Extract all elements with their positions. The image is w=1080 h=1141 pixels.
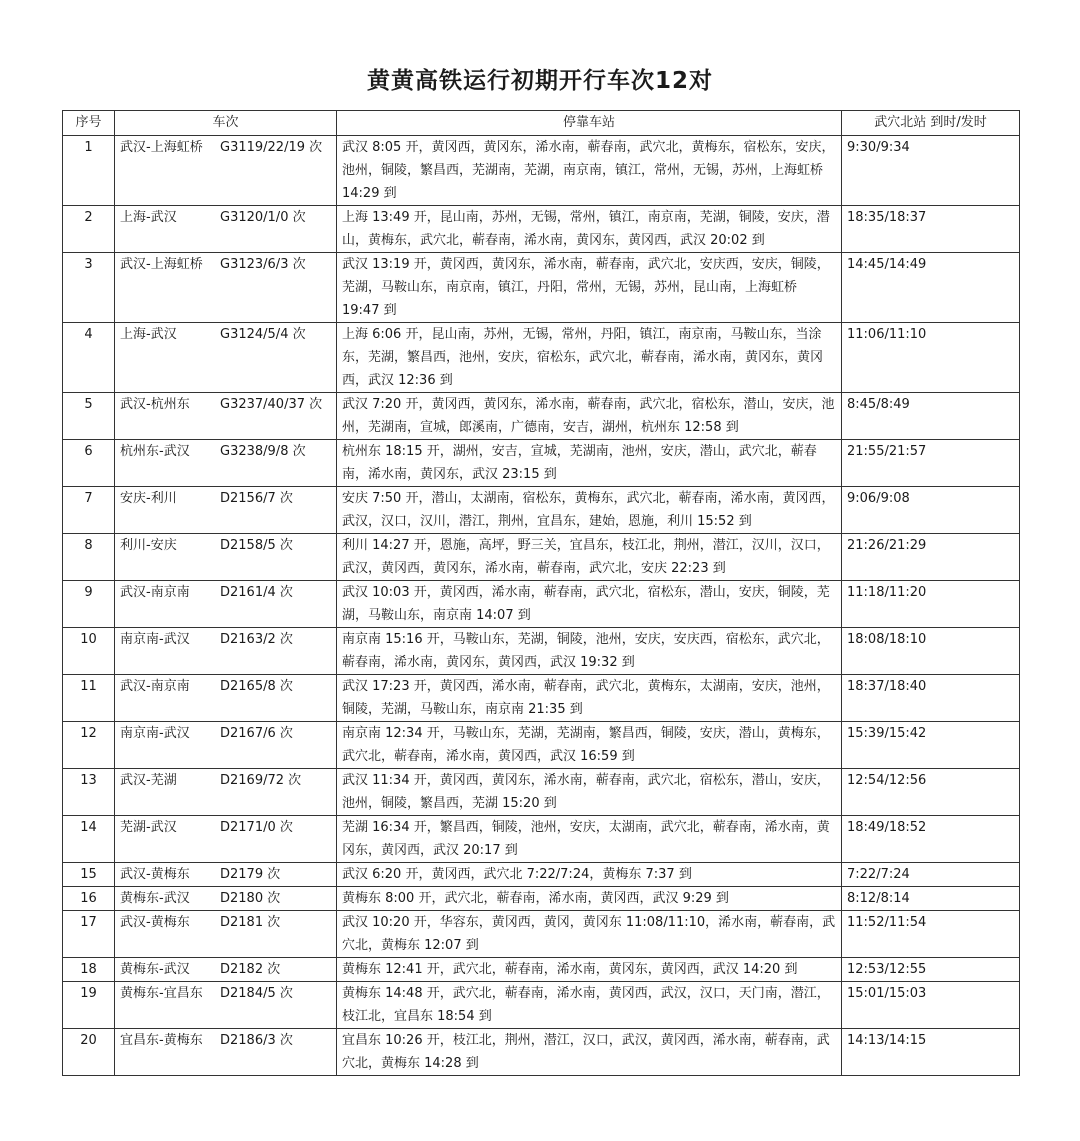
row-train-number: D2161/4 次: [220, 585, 293, 600]
row-route: 武汉-南京南: [120, 585, 190, 600]
row-train-number: G3120/1/0 次: [220, 210, 306, 225]
row-train-cell: [115, 863, 337, 887]
row-route: 黄梅东-武汉: [120, 891, 190, 906]
row-route: 武汉-黄梅东: [120, 915, 190, 930]
row-seq: 18: [63, 958, 115, 982]
row-wuxuebei-time: 14:13/14:15: [842, 1029, 1020, 1076]
row-train-cell: [115, 393, 337, 440]
table-row: [63, 253, 1020, 323]
header-train: 车次: [115, 111, 337, 136]
row-train-cell: [115, 581, 337, 628]
row-route: 黄梅东-武汉: [120, 962, 190, 977]
row-stops: 南京南 12:34 开，马鞍山东，芜湖，芜湖南，繁昌西，铜陵，安庆，潜山，黄梅东，武穴北，蕲春南，浠水南，黄冈西，武汉 16:59 到: [337, 722, 842, 769]
header-stops: 停靠车站: [337, 111, 842, 136]
train-schedule-table: [62, 110, 1020, 1076]
row-seq: 16: [63, 887, 115, 911]
row-wuxuebei-time: 18:35/18:37: [842, 206, 1020, 253]
row-seq: 2: [63, 206, 115, 253]
table-row: [63, 982, 1020, 1029]
row-train-cell: [115, 982, 337, 1029]
row-route: 宜昌东-黄梅东: [120, 1033, 203, 1048]
row-train-cell: [115, 816, 337, 863]
row-seq: 5: [63, 393, 115, 440]
row-stops: 上海 13:49 开，昆山南，苏州，无锡，常州，镇江，南京南，芜湖，铜陵，安庆，潜山，黄梅东，武穴北，蕲春南，浠水南，黄冈东，黄冈西，武汉 20:02 到: [337, 206, 842, 253]
row-train-number: D2169/72 次: [220, 773, 302, 788]
row-route: 武汉-黄梅东: [120, 867, 190, 882]
row-train-number: D2186/3 次: [220, 1033, 293, 1048]
row-wuxuebei-time: 8:12/8:14: [842, 887, 1020, 911]
row-wuxuebei-time: 18:08/18:10: [842, 628, 1020, 675]
row-seq: 12: [63, 722, 115, 769]
table-row: [63, 487, 1020, 534]
row-train-cell: [115, 958, 337, 982]
row-wuxuebei-time: 9:30/9:34: [842, 136, 1020, 206]
row-train-number: D2180 次: [220, 891, 281, 906]
row-stops: 武汉 11:34 开，黄冈西，黄冈东，浠水南，蕲春南，武穴北，宿松东，潜山，安庆，池州，铜陵，繁昌西，芜湖 15:20 到: [337, 769, 842, 816]
row-wuxuebei-time: 11:18/11:20: [842, 581, 1020, 628]
row-wuxuebei-time: 15:01/15:03: [842, 982, 1020, 1029]
table-row: [63, 534, 1020, 581]
row-train-number: D2179 次: [220, 867, 281, 882]
table-header-row: [63, 111, 1020, 136]
row-wuxuebei-time: 11:52/11:54: [842, 911, 1020, 958]
row-route: 武汉-上海虹桥: [120, 257, 203, 272]
row-stops: 芜湖 16:34 开，繁昌西，铜陵，池州，安庆，太湖南，武穴北，蕲春南，浠水南，黄冈东，黄冈西，武汉 20:17 到: [337, 816, 842, 863]
row-seq: 20: [63, 1029, 115, 1076]
row-train-number: G3124/5/4 次: [220, 327, 306, 342]
row-train-cell: [115, 323, 337, 393]
row-train-number: G3237/40/37 次: [220, 397, 323, 412]
table-row: [63, 816, 1020, 863]
row-wuxuebei-time: 18:49/18:52: [842, 816, 1020, 863]
row-seq: 6: [63, 440, 115, 487]
row-train-cell: [115, 722, 337, 769]
row-train-cell: [115, 769, 337, 816]
row-train-number: D2163/2 次: [220, 632, 293, 647]
row-seq: 17: [63, 911, 115, 958]
row-seq: 8: [63, 534, 115, 581]
row-route: 利川-安庆: [120, 538, 177, 553]
page-title: 黄黄高铁运行初期开行车次12对: [366, 68, 713, 94]
row-seq: 15: [63, 863, 115, 887]
row-seq: 4: [63, 323, 115, 393]
row-train-number: G3123/6/3 次: [220, 257, 306, 272]
row-stops: 武汉 10:20 开，华容东，黄冈西，黄冈，黄冈东 11:08/11:10，浠水南，蕲春南，武穴北，黄梅东 12:07 到: [337, 911, 842, 958]
table-row: [63, 393, 1020, 440]
row-stops: 杭州东 18:15 开，湖州，安吉，宣城，芜湖南，池州，安庆，潜山，武穴北，蕲春南，浠水南，黄冈东，武汉 23:15 到: [337, 440, 842, 487]
row-seq: 11: [63, 675, 115, 722]
row-train-cell: [115, 1029, 337, 1076]
table-row: [63, 581, 1020, 628]
row-stops: 黄梅东 14:48 开，武穴北，蕲春南，浠水南，黄冈西，武汉，汉口，天门南，潜江，枝江北，宜昌东 18:54 到: [337, 982, 842, 1029]
row-train-number: D2182 次: [220, 962, 281, 977]
row-wuxuebei-time: 14:45/14:49: [842, 253, 1020, 323]
row-seq: 3: [63, 253, 115, 323]
row-wuxuebei-time: 7:22/7:24: [842, 863, 1020, 887]
row-train-cell: [115, 253, 337, 323]
row-route: 武汉-杭州东: [120, 397, 190, 412]
row-route: 安庆-利川: [120, 491, 177, 506]
row-train-number: D2181 次: [220, 915, 281, 930]
row-stops: 南京南 15:16 开，马鞍山东，芜湖，铜陵，池州，安庆，安庆西，宿松东，武穴北，蕲春南，浠水南，黄冈东，黄冈西，武汉 19:32 到: [337, 628, 842, 675]
row-train-cell: [115, 136, 337, 206]
row-train-cell: [115, 911, 337, 958]
table-body: [63, 136, 1020, 1076]
row-wuxuebei-time: 21:55/21:57: [842, 440, 1020, 487]
row-seq: 7: [63, 487, 115, 534]
table-row: [63, 440, 1020, 487]
row-wuxuebei-time: 12:54/12:56: [842, 769, 1020, 816]
row-train-number: G3238/9/8 次: [220, 444, 306, 459]
row-route: 芜湖-武汉: [120, 820, 177, 835]
row-seq: 10: [63, 628, 115, 675]
table-row: [63, 628, 1020, 675]
row-train-cell: [115, 628, 337, 675]
row-train-cell: [115, 887, 337, 911]
table-row: [63, 722, 1020, 769]
row-seq: 13: [63, 769, 115, 816]
row-stops: 黄梅东 8:00 开，武穴北，蕲春南，浠水南，黄冈西，武汉 9:29 到: [337, 887, 842, 911]
row-wuxuebei-time: 21:26/21:29: [842, 534, 1020, 581]
row-route: 武汉-南京南: [120, 679, 190, 694]
row-seq: 1: [63, 136, 115, 206]
row-route: 上海-武汉: [120, 327, 177, 342]
row-route: 上海-武汉: [120, 210, 177, 225]
row-stops: 武汉 13:19 开，黄冈西，黄冈东，浠水南，蕲春南，武穴北，安庆西，安庆，铜陵，芜湖，马鞍山东，南京南，镇江，丹阳，常州，无锡，苏州，昆山南，上海虹桥 19:47 到: [337, 253, 842, 323]
row-train-number: D2156/7 次: [220, 491, 293, 506]
row-train-number: D2184/5 次: [220, 986, 293, 1001]
row-stops: 上海 6:06 开，昆山南，苏州，无锡，常州，丹阳，镇江，南京南，马鞍山东，当涂东，芜湖，繁昌西，池州，安庆，宿松东，武穴北，蕲春南，浠水南，黄冈东，黄冈西，武汉 12:36 到: [337, 323, 842, 393]
table-row: [63, 136, 1020, 206]
row-seq: 9: [63, 581, 115, 628]
row-stops: 黄梅东 12:41 开，武穴北，蕲春南，浠水南，黄冈东，黄冈西，武汉 14:20 到: [337, 958, 842, 982]
row-seq: 14: [63, 816, 115, 863]
row-stops: 武汉 6:20 开，黄冈西，武穴北 7:22/7:24，黄梅东 7:37 到: [337, 863, 842, 887]
row-train-number: D2165/8 次: [220, 679, 293, 694]
row-route: 黄梅东-宜昌东: [120, 986, 203, 1001]
row-train-cell: [115, 675, 337, 722]
table-row: [63, 1029, 1020, 1076]
row-wuxuebei-time: 8:45/8:49: [842, 393, 1020, 440]
table-row: [63, 769, 1020, 816]
row-train-number: D2167/6 次: [220, 726, 293, 741]
row-stops: 利川 14:27 开，恩施，高坪，野三关，宜昌东，枝江北，荆州，潜江，汉川，汉口，武汉，黄冈西，黄冈东，浠水南，蕲春南，武穴北，安庆 22:23 到: [337, 534, 842, 581]
row-wuxuebei-time: 15:39/15:42: [842, 722, 1020, 769]
table-row: [63, 675, 1020, 722]
header-seq: 序号: [63, 111, 115, 136]
table-row: [63, 887, 1020, 911]
row-route: 南京南-武汉: [120, 632, 190, 647]
row-train-cell: [115, 206, 337, 253]
row-stops: 宜昌东 10:26 开，枝江北，荆州，潜江，汉口，武汉，黄冈西，浠水南，蕲春南，武穴北，黄梅东 14:28 到: [337, 1029, 842, 1076]
row-stops: 安庆 7:50 开，潜山，太湖南，宿松东，黄梅东，武穴北，蕲春南，浠水南，黄冈西，武汉，汉口，汉川，潜江，荆州，宜昌东，建始，恩施，利川 15:52 到: [337, 487, 842, 534]
row-route: 南京南-武汉: [120, 726, 190, 741]
row-wuxuebei-time: 11:06/11:10: [842, 323, 1020, 393]
row-stops: 武汉 10:03 开，黄冈西，浠水南，蕲春南，武穴北，宿松东，潜山，安庆，铜陵，芜湖，马鞍山东，南京南 14:07 到: [337, 581, 842, 628]
row-seq: 19: [63, 982, 115, 1029]
header-wuxuebei-time: 武穴北站 到时/发时: [842, 111, 1020, 136]
row-wuxuebei-time: 9:06/9:08: [842, 487, 1020, 534]
row-train-cell: [115, 440, 337, 487]
row-route: 武汉-上海虹桥: [120, 140, 203, 155]
table-row: [63, 323, 1020, 393]
row-stops: 武汉 8:05 开，黄冈西，黄冈东，浠水南，蕲春南，武穴北，黄梅东，宿松东，安庆，池州，铜陵，繁昌西，芜湖南，芜湖，南京南，镇江，常州，无锡，苏州，上海虹桥 14:29 到: [337, 136, 842, 206]
row-stops: 武汉 7:20 开，黄冈西，黄冈东，浠水南，蕲春南，武穴北，宿松东，潜山，安庆，池州，芜湖南，宣城，郎溪南，广德南，安吉，湖州，杭州东 12:58 到: [337, 393, 842, 440]
row-route: 杭州东-武汉: [120, 444, 190, 459]
row-train-cell: [115, 487, 337, 534]
table-row: [63, 958, 1020, 982]
row-train-number: G3119/22/19 次: [220, 140, 323, 155]
table-row: [63, 863, 1020, 887]
row-train-cell: [115, 534, 337, 581]
row-train-number: D2171/0 次: [220, 820, 293, 835]
table-row: [63, 911, 1020, 958]
table-row: [63, 206, 1020, 253]
row-route: 武汉-芜湖: [120, 773, 177, 788]
row-stops: 武汉 17:23 开，黄冈西，浠水南，蕲春南，武穴北，黄梅东，太湖南，安庆，池州，铜陵，芜湖，马鞍山东，南京南 21:35 到: [337, 675, 842, 722]
row-wuxuebei-time: 12:53/12:55: [842, 958, 1020, 982]
row-wuxuebei-time: 18:37/18:40: [842, 675, 1020, 722]
row-train-number: D2158/5 次: [220, 538, 293, 553]
